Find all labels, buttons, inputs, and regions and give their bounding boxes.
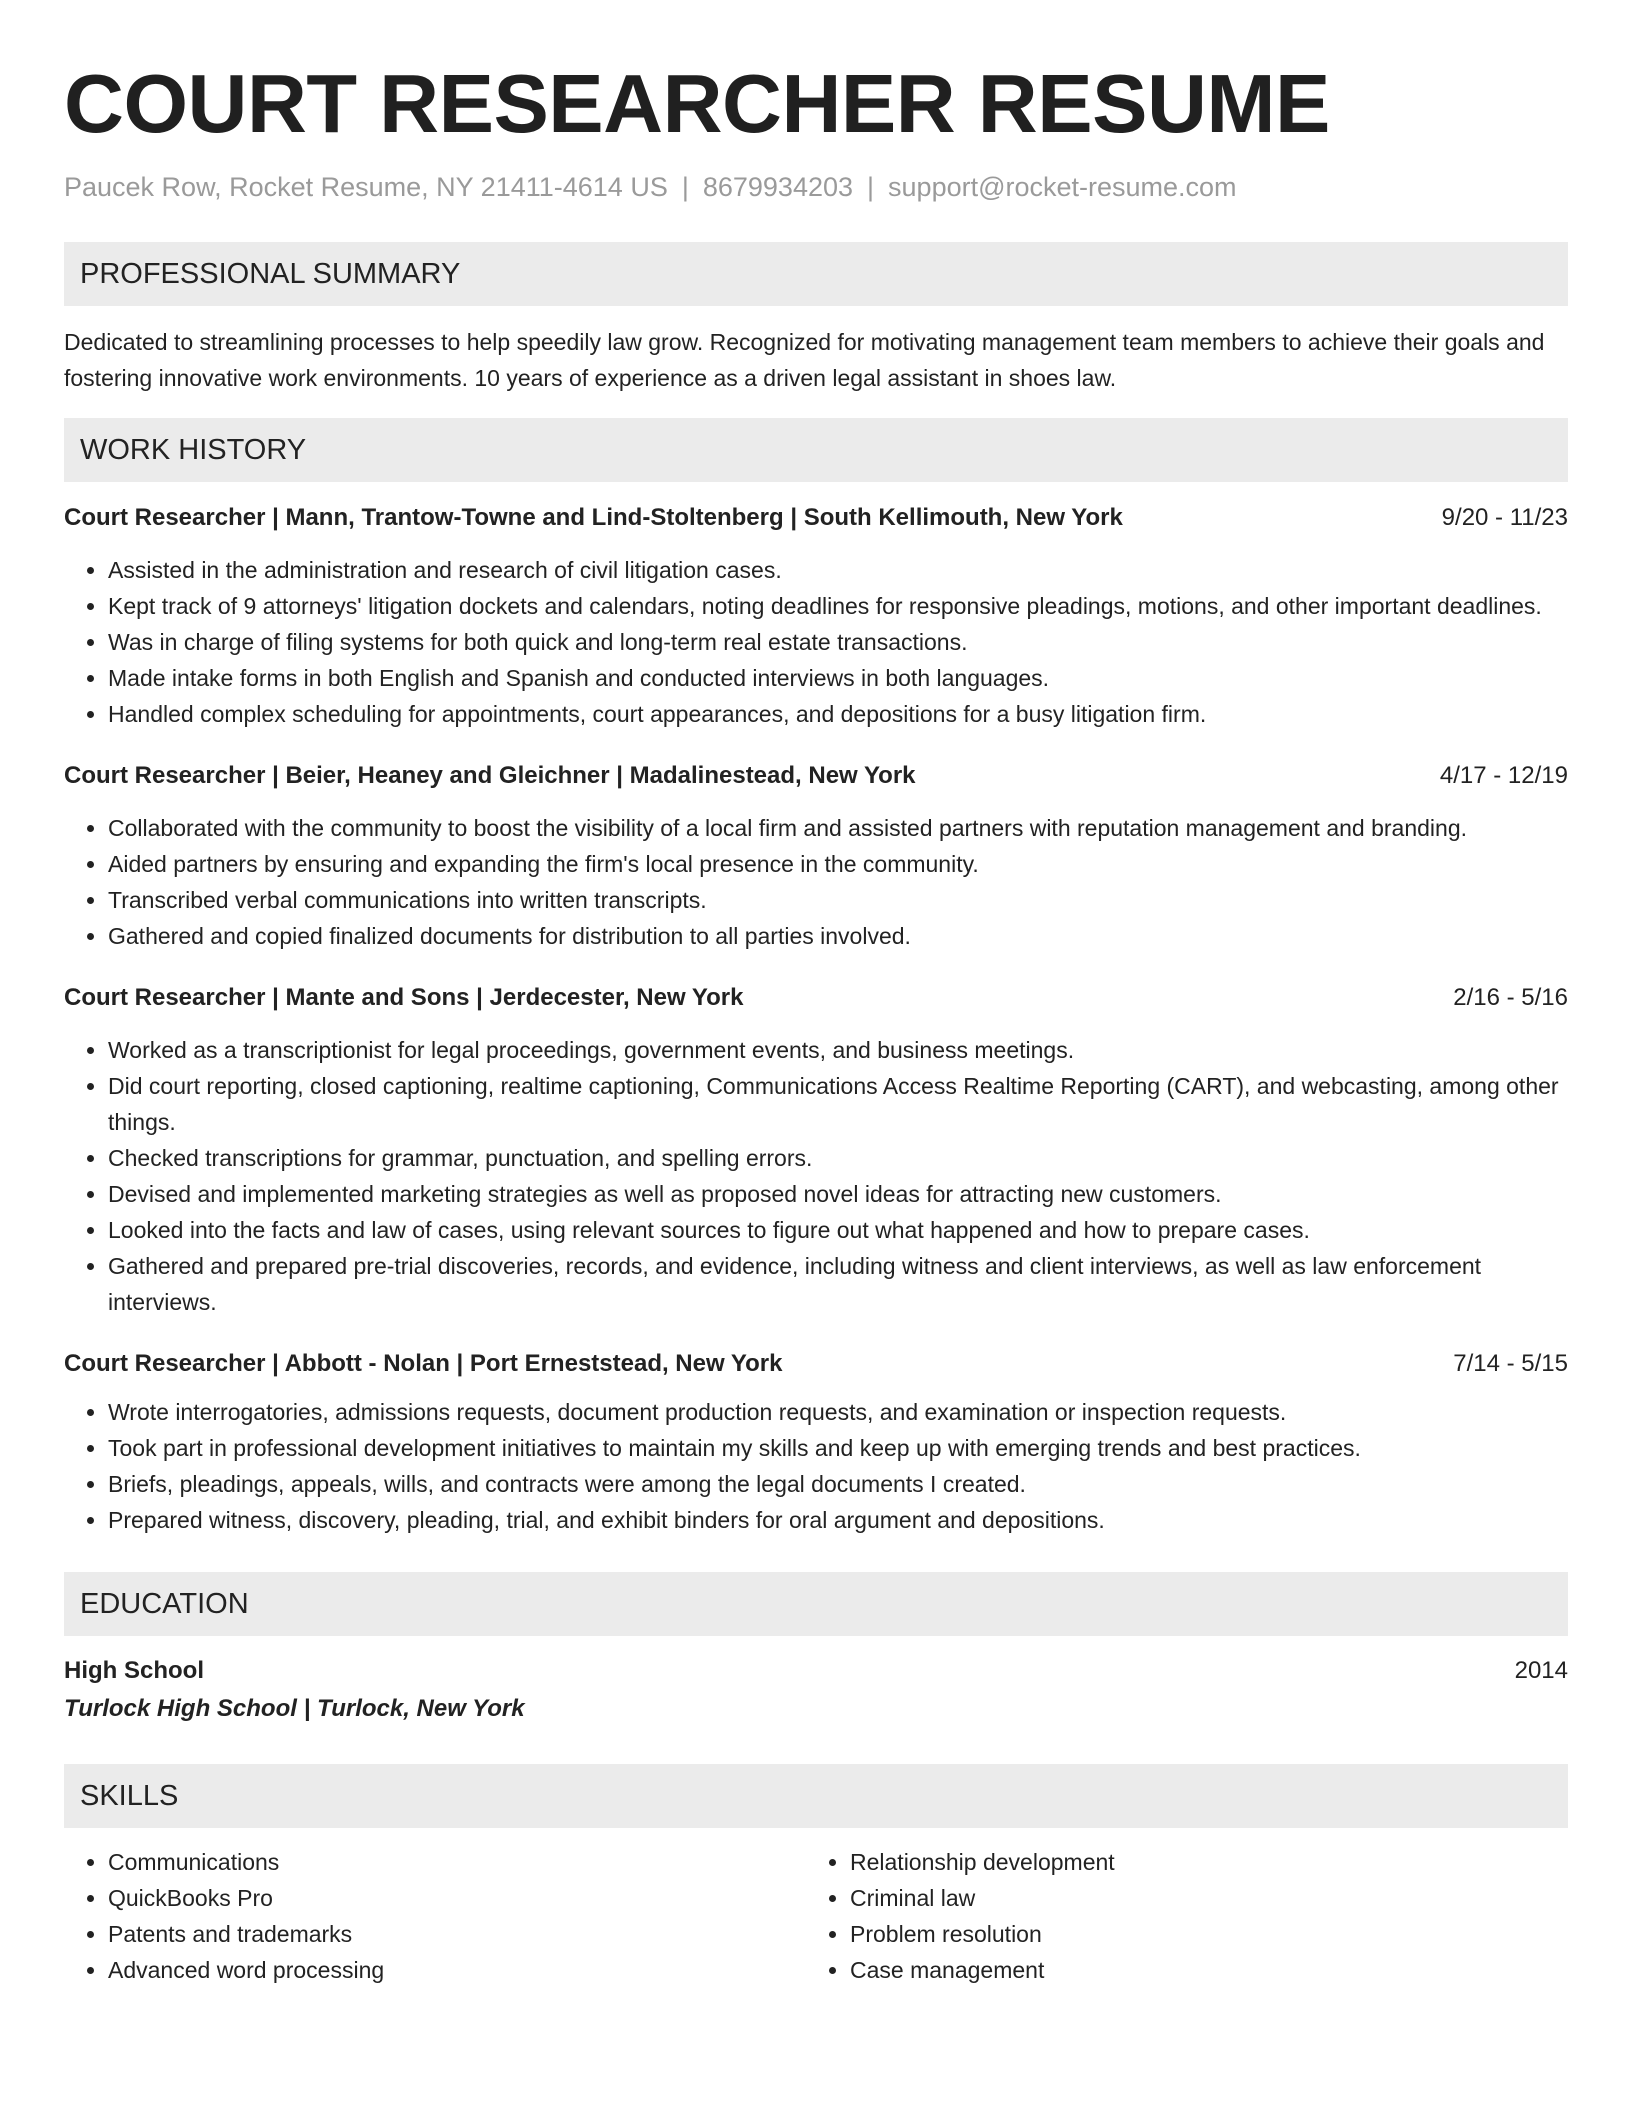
job-bullet: • Worked as a transcriptionist for legal proceedings, government events, and business meetings. — [108, 1032, 1568, 1068]
section-heading-education: EDUCATION — [64, 1572, 1568, 1636]
skill-item: • Criminal law — [850, 1880, 1548, 1916]
skill-item: • Relationship development — [850, 1844, 1548, 1880]
job-bullet: • Was in charge of filing systems for both quick and long-term real estate transactions. — [108, 624, 1568, 660]
job-bullet: • Transcribed verbal communications into written transcripts. — [108, 882, 1568, 918]
job-dates: 7/14 - 5/15 — [1453, 1350, 1568, 1377]
job-bullet: • Aided partners by ensuring and expanding the firm's local presence in the community. — [108, 846, 1568, 882]
education-school: Turlock High School | Turlock, New York — [64, 1695, 525, 1722]
job-bullet: • Devised and implemented marketing strategies as well as proposed novel ideas for attracting new customers. — [108, 1176, 1568, 1212]
job-title: Court Researcher | Mann, Trantow-Towne and Lind-Stoltenberg | South Kellimouth, New York — [64, 504, 1123, 531]
skill-item: • Advanced word processing — [108, 1952, 806, 1988]
contact-address: Paucek Row, Rocket Resume, NY 21411-4614 US — [64, 172, 668, 202]
job-bullet: • Gathered and copied finalized documents for distribution to all parties involved. — [108, 918, 1568, 954]
job-entry — [64, 1346, 1568, 1538]
job-entry — [64, 980, 1568, 1320]
education-year: 2014 — [1514, 1657, 1568, 1684]
job-title: Court Researcher | Beier, Heaney and Gleichner | Madalinestead, New York — [64, 762, 916, 789]
job-bullet: • Gathered and prepared pre-trial discoveries, records, and evidence, including witness and client interviews, as well as law enforcement interviews. — [108, 1248, 1568, 1320]
job-title: Court Researcher | Mante and Sons | Jerdecester, New York — [64, 984, 744, 1011]
job-bullet: • Did court reporting, closed captioning, realtime captioning, Communications Access Realtime Reporting (CART), and webcasting, among other things. — [108, 1068, 1568, 1140]
job-bullet: • Wrote interrogatories, admissions requests, document production requests, and examination or inspection requests. — [108, 1394, 1568, 1430]
job-bullet: • Assisted in the administration and research of civil litigation cases. — [108, 552, 1568, 588]
skills-column-left — [64, 1844, 806, 1988]
job-bullet: • Made intake forms in both English and Spanish and conducted interviews in both languages. — [108, 660, 1568, 696]
job-bullets — [64, 552, 1568, 732]
job-bullet: • Prepared witness, discovery, pleading, trial, and exhibit binders for oral argument and depositions. — [108, 1502, 1568, 1538]
job-dates: 9/20 - 11/23 — [1441, 504, 1568, 531]
section-heading-work-history: WORK HISTORY — [64, 418, 1568, 482]
job-bullet: • Looked into the facts and law of cases, using relevant sources to figure out what happened and how to prepare cases. — [108, 1212, 1568, 1248]
job-dates: 2/16 - 5/16 — [1453, 984, 1568, 1011]
skill-item: • Case management — [850, 1952, 1548, 1988]
skill-item: • Patents and trademarks — [108, 1916, 806, 1952]
job-bullet: • Briefs, pleadings, appeals, wills, and contracts were among the legal documents I created. — [108, 1466, 1568, 1502]
skill-item: • Problem resolution — [850, 1916, 1548, 1952]
skills-column-right — [806, 1844, 1548, 1988]
job-dates: 4/17 - 12/19 — [1439, 762, 1568, 789]
contact-separator: | — [681, 172, 689, 202]
job-header — [64, 1346, 1568, 1382]
job-bullet: • Kept track of 9 attorneys' litigation dockets and calendars, noting deadlines for responsive pleadings, motions, and other important deadlines. — [108, 588, 1568, 624]
job-bullets — [64, 810, 1568, 954]
skills-list — [64, 1844, 1568, 1988]
resume-title: COURT RESEARCHER RESUME — [64, 57, 1330, 150]
job-header — [64, 980, 1568, 1016]
job-header — [64, 500, 1568, 536]
job-bullet: • Took part in professional development initiatives to maintain my skills and keep up with emerging trends and best practices. — [108, 1430, 1568, 1466]
summary-text: Dedicated to streamlining processes to help speedily law grow. Recognized for motivating management team members to achieve their goals and fostering innovative work environments. 10 years of experience as a driven legal assistant in shoes law. — [64, 329, 1545, 391]
job-bullets — [64, 1394, 1568, 1538]
job-bullets — [64, 1032, 1568, 1320]
contact-separator: | — [867, 172, 875, 202]
contact-phone: 8679934203 — [702, 172, 854, 202]
skill-item: • QuickBooks Pro — [108, 1880, 806, 1916]
skill-item: • Communications — [108, 1844, 806, 1880]
job-bullet: • Checked transcriptions for grammar, punctuation, and spelling errors. — [108, 1140, 1568, 1176]
section-heading-skills: SKILLS — [64, 1764, 1568, 1828]
education-entry — [64, 1652, 1568, 1728]
job-entry — [64, 758, 1568, 954]
contact-email: support@rocket-resume.com — [888, 172, 1237, 202]
job-bullet: • Collaborated with the community to boost the visibility of a local firm and assisted partners with reputation management and branding. — [108, 810, 1568, 846]
contact-line — [64, 170, 1568, 204]
education-header — [64, 1652, 1568, 1690]
job-title: Court Researcher | Abbott - Nolan | Port Erneststead, New York — [64, 1350, 783, 1377]
education-degree: High School — [64, 1657, 204, 1684]
job-bullet: • Handled complex scheduling for appointments, court appearances, and depositions for a busy litigation firm. — [108, 696, 1568, 732]
job-header — [64, 758, 1568, 794]
job-entry — [64, 500, 1568, 732]
section-heading-summary: PROFESSIONAL SUMMARY — [64, 242, 1568, 306]
